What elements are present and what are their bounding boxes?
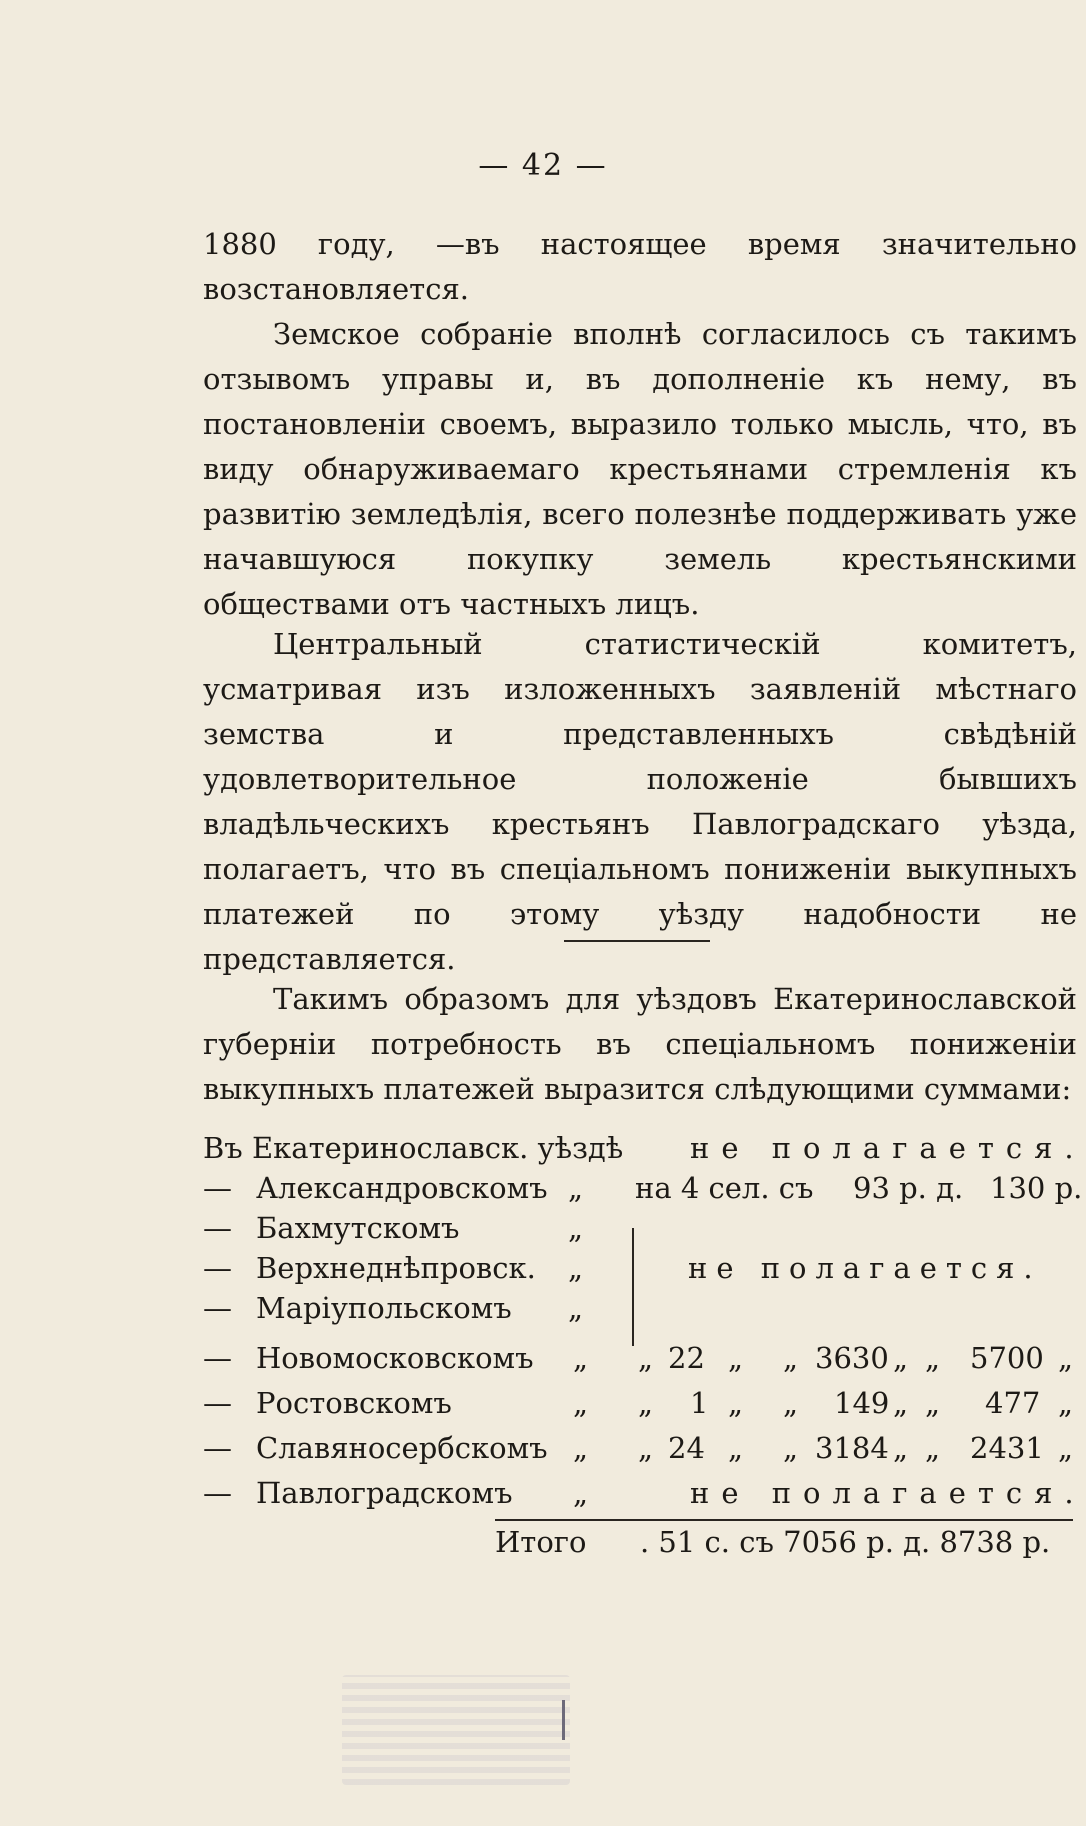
paragraph-1 [203,222,1077,312]
row-dash: — [203,1431,232,1465]
ditto-mark: „ [573,1341,589,1375]
table-row [0,1208,1086,1248]
table-row [0,1338,1086,1378]
row-dash: — [203,1291,232,1325]
district-name: Ростовскомъ [256,1386,452,1420]
ditto-mark: „ [573,1431,589,1465]
ditto-mark: „ [1058,1386,1074,1420]
paragraph-3 [203,622,1077,982]
villages-count: 1 [690,1386,709,1420]
reduction-sum: 2431 [970,1431,1044,1465]
ditto-mark: „ [568,1291,584,1325]
row-dash: — [203,1211,232,1245]
row-dash: — [203,1171,232,1205]
souls-count: 93 р. д. [853,1171,964,1205]
ditto-mark: „ [925,1431,941,1465]
row-dash: — [203,1386,232,1420]
ditto-mark: „ [1058,1431,1074,1465]
district-name: Верхнеднѣпровск. [256,1251,536,1285]
table-row [0,1428,1086,1468]
table-row [0,1473,1086,1513]
paragraph-2-text: Земское собраніе вполнѣ согласилось съ такимъ отзывомъ управы и, въ дополненіе къ нему, въ постановленіи своемъ, выразило только мысль, что, въ виду обнаруживаемаго крестьянами стремленія къ развитію земледѣлія, всего полезнѣе поддерживать уже начавшуюся покупку земель крестьянскими обществами отъ частныхъ лицъ. [203,317,1077,621]
table-row [0,1128,1086,1168]
ditto-mark: „ [783,1431,799,1465]
row-value: не полагается. [690,1131,1086,1165]
table-row [0,1383,1086,1423]
reduction-sum: 5700 [970,1341,1044,1375]
table-row [0,1248,1086,1288]
ditto-mark: „ [568,1211,584,1245]
paragraph-4-text: Такимъ образомъ для уѣздовъ Екатеринославской губерніи потребность въ спеціальномъ пониженіи выкупныхъ платежей выразится слѣдующими суммами: [203,982,1077,1106]
stamp-mark [562,1700,565,1740]
ditto-mark: „ [893,1431,909,1465]
ditto-mark: „ [638,1341,654,1375]
souls-count: 3630 [815,1341,889,1375]
souls-count: 149 [834,1386,890,1420]
ditto-mark: „ [568,1251,584,1285]
reduction-sum: 477 [985,1386,1041,1420]
ditto-mark: „ [638,1386,654,1420]
page-number: — 42 — [478,148,608,183]
table-total-row [0,1522,1086,1562]
row-dash: — [203,1251,232,1285]
ditto-mark: „ [1058,1341,1074,1375]
row-value: не полагается. [690,1476,1086,1510]
ditto-mark: „ [573,1386,589,1420]
library-stamp [342,1675,570,1785]
paragraph-2 [203,312,1077,627]
section-divider [564,940,710,942]
villages-count: 22 [668,1341,705,1375]
ditto-mark: „ [925,1386,941,1420]
district-name: Новомосковскомъ [256,1341,534,1375]
table-row [0,1288,1086,1328]
ditto-mark: „ [783,1341,799,1375]
villages-count: 24 [668,1431,705,1465]
district-name: Славяносербскомъ [256,1431,548,1465]
table-row [0,1168,1086,1208]
villages-count: на 4 сел. съ [635,1171,814,1205]
ditto-mark: „ [728,1341,744,1375]
grouping-brace [632,1228,642,1346]
district-name: Маріупольскомъ [256,1291,512,1325]
total-label: Итого [495,1525,587,1559]
ditto-mark: „ [893,1341,909,1375]
total-rule [495,1519,1073,1521]
ditto-mark: „ [783,1386,799,1420]
ditto-mark: „ [568,1171,584,1205]
ditto-mark: „ [925,1341,941,1375]
row-dash: — [203,1341,232,1375]
souls-count: 3184 [815,1431,889,1465]
ditto-mark: „ [893,1386,909,1420]
ditto-mark: „ [728,1431,744,1465]
row-value: не полагается. [688,1251,1042,1285]
paragraph-1-text: 1880 году, —въ настоящее время значительно возстановляется. [203,227,1077,306]
paragraph-3-text: Центральный статистическій комитетъ, усматривая изъ изложенныхъ заявленій мѣстнаго земства и представленныхъ свѣдѣній удовлетворительное положеніе бывшихъ владѣльческихъ крестьянъ Павлоградскаго уѣзда, полагаетъ, что въ спеціальномъ пониженіи выкупныхъ платежей по этому уѣзду надобности не представляется. [203,627,1077,976]
ditto-mark: „ [638,1431,654,1465]
district-name: Бахмутскомъ [256,1211,460,1245]
ditto-mark: „ [728,1386,744,1420]
district-name: Александровскомъ [256,1171,548,1205]
row-dash: — [203,1476,232,1510]
district-name: Павлоградскомъ [256,1476,513,1510]
paragraph-4 [203,977,1077,1112]
reduction-sum: 130 р. [990,1171,1083,1205]
district-name: Въ Екатеринославск. уѣздѣ [203,1131,624,1165]
ditto-mark: „ [573,1476,589,1510]
total-value: . 51 с. съ 7056 р. д. 8738 р. [640,1525,1051,1559]
